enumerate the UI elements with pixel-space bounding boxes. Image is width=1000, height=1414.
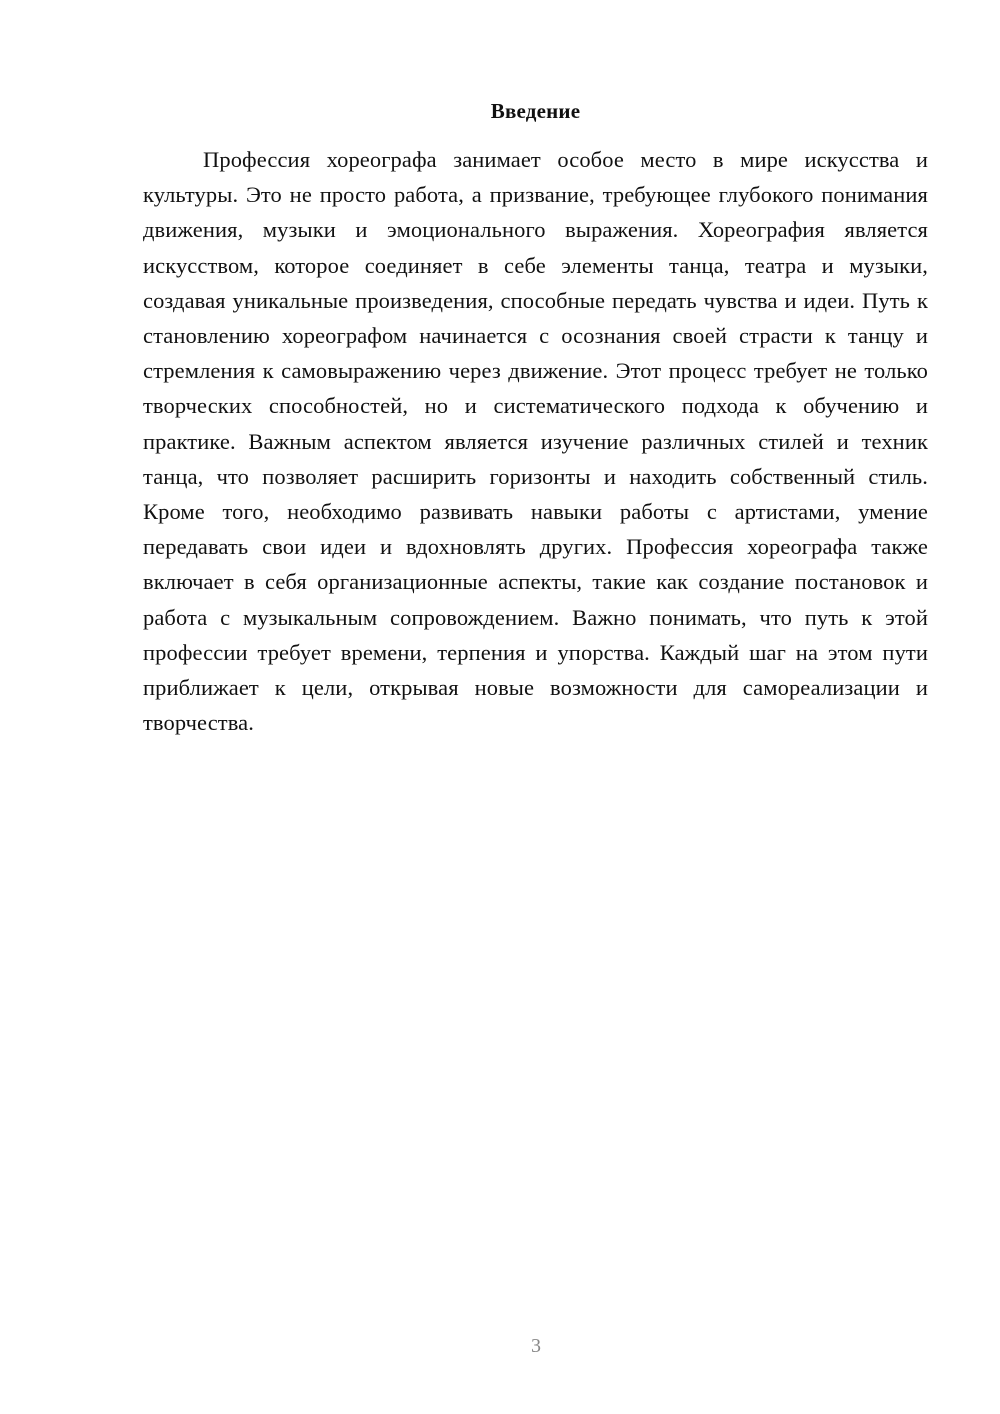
page-number: 3 xyxy=(531,1335,541,1357)
section-heading: Введение xyxy=(490,99,581,123)
body-paragraph: Профессия хореографа занимает особое место в мире искусства и культуры. Это не просто работа, а призвание, требующее глубокого понимания движения, музыки и эмоционального выражения. Хореография является искусством, которое соединяет в себе элементы танца, театра и музыки, создавая уникальные произведения, способные передать чувства и идеи. Путь к становлению хореографом начинается с осознания своей страсти к танцу и стремления к самовыражению через движение. Этот процесс требует не только творческих способностей, но и систематического подхода к обучению и практике. Важным аспектом является изучение различных стилей и техник танца, что позволяет расширить горизонты и находить собственный стиль. Кроме того, необходимо развивать навыки работы с артистами, умение передавать свои идеи и вдохновлять других. Профессия хореографа также включает в себя организационные аспекты, такие как создание постановок и работа с музыкальным сопровождением. Важно понимать, что путь к этой профессии требует времени, терпения и упорства. Каждый шаг на этом пути приближает к цели, открывая новые возможности для самореализации и творчества. xyxy=(143,147,928,736)
